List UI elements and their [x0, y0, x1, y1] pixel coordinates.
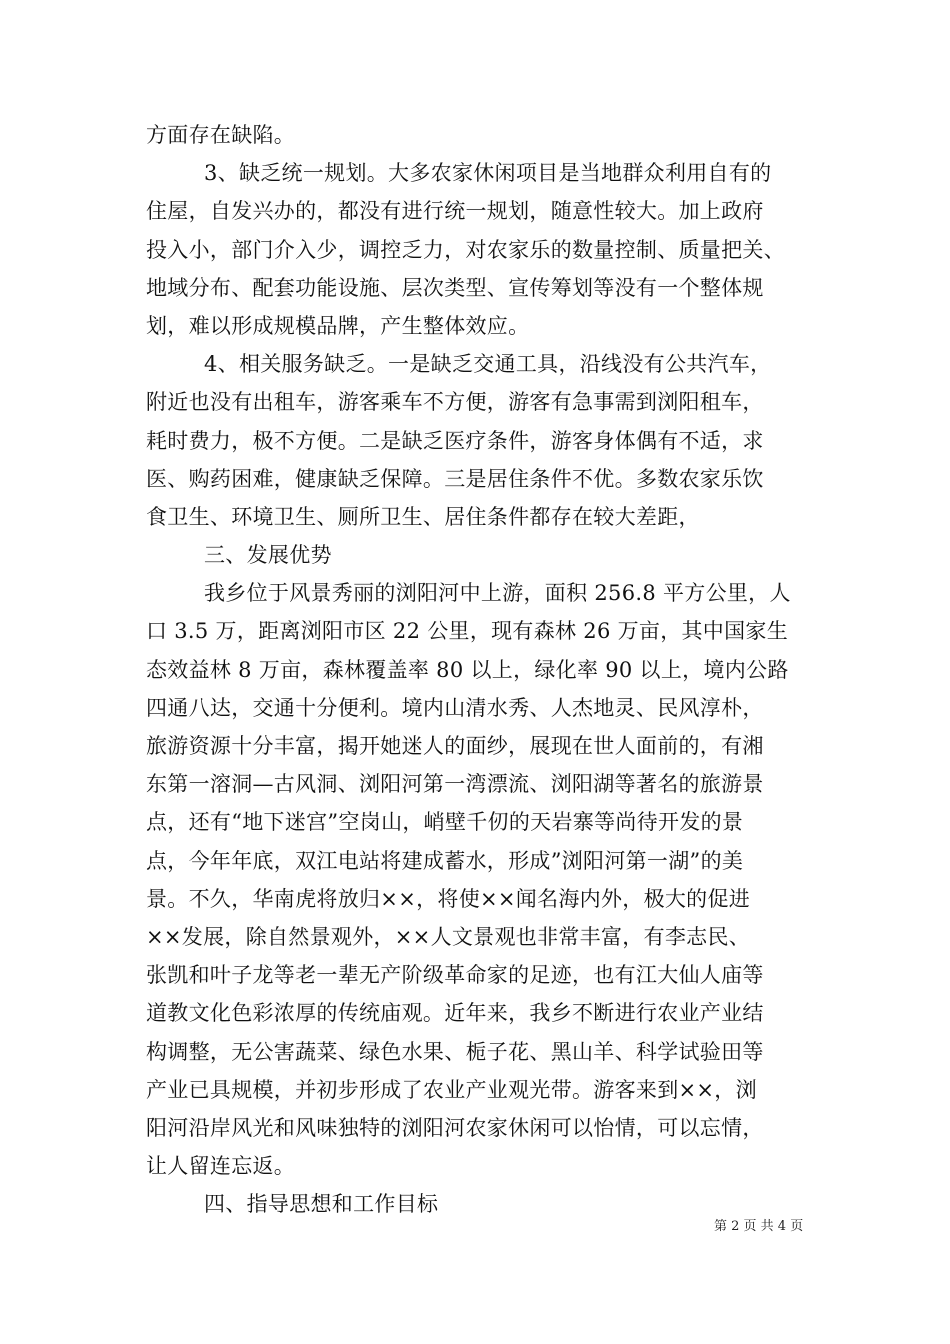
text-line: 道教文化色彩浓厚的传统庙观。近年来，我乡不断进行农业产业结: [146, 1001, 764, 1026]
text-line: 产业已具规模，并初步形成了农业产业观光带。游客来到××，浏: [146, 1077, 757, 1102]
text-line: 耗时费力，极不方便。二是缺乏医疗条件，游客身体偶有不适，求: [146, 428, 764, 453]
text-line: 旅游资源十分丰富，揭开她迷人的面纱，展现在世人面前的，有湘: [146, 734, 764, 758]
text-line: 地域分布、配套功能设施、层次类型、宣传筹划等没有一个整体规: [146, 275, 764, 300]
text-line: 口 3.5 万，距离浏阳市区 22 公里，现有森林 26 万亩，其中国家生: [146, 619, 788, 644]
text-line: ××发展，除自然景观外，××人文景观也非常丰富，有李志民、: [146, 924, 751, 949]
text-line: 方面存在缺陷。: [146, 123, 296, 147]
page-number: 第 2 页 共 4 页: [714, 1219, 804, 1234]
text-line: 划，难以形成规模品牌，产生整体效应。: [146, 313, 530, 338]
text-line: 让人留连忘返。: [146, 1154, 296, 1179]
text-line: 阳河沿岸风光和风味独特的浏阳河农家休闲可以怡情，可以忘情，: [146, 1115, 764, 1140]
text-line: 东第一溶洞—古风洞、浏阳河第一湾漂流、浏阳湖等著名的旅游景: [146, 772, 764, 797]
text-line: 食卫生、环境卫生、厕所卫生、居住条件都存在较大差距，: [146, 504, 700, 529]
text-line: 景。不久，华南虎将放归××，将使××闻名海内外，极大的促进: [146, 886, 751, 911]
paragraph-start: 我乡位于风景秀丽的浏阳河中上游，面积 256.8 平方公里，人: [204, 581, 791, 606]
document-body: [146, 116, 836, 1223]
text-line: 投入小，部门介入少，调控乏力，对农家乐的数量控制、质量把关、: [146, 237, 785, 262]
text-line: 点，还有“地下迷宫”空岗山，峭壁千仞的天岩寨等尚待开发的景: [146, 810, 744, 835]
text-line: 四通八达，交通十分便利。境内山清水秀、人杰地灵、民风淳朴，: [146, 695, 764, 720]
text-line: 附近也没有出租车，游客乘车不方便，游客有急事需到浏阳租车，: [146, 390, 764, 415]
text-line: 医、购药困难，健康缺乏保障。三是居住条件不优。多数农家乐饮: [146, 466, 764, 491]
text-line: 点，今年年底，双江电站将建成蓄水，形成”浏阳河第一湖”的美: [146, 848, 744, 873]
text-line: 张凯和叶子龙等老一辈无产阶级革命家的足迹，也有江大仙人庙等: [146, 963, 764, 988]
section-heading: 三、发展优势: [204, 543, 332, 568]
paragraph-heading-4: 4、相关服务缺乏。一是缺乏交通工具，沿线没有公共汽车，: [204, 352, 772, 377]
section-heading: 四、指导思想和工作目标: [204, 1192, 439, 1217]
paragraph-heading-3: 3、缺乏统一规划。大多农家休闲项目是当地群众利用自有的: [204, 161, 772, 186]
text-line: 住屋，自发兴办的，都没有进行统一规划，随意性较大。加上政府: [146, 199, 764, 224]
text-line: 构调整，无公害蔬菜、绿色水果、栀子花、黑山羊、科学试验田等: [146, 1039, 764, 1064]
text-line: 态效益林 8 万亩，森林覆盖率 80 以上，绿化率 90 以上，境内公路: [146, 657, 789, 682]
